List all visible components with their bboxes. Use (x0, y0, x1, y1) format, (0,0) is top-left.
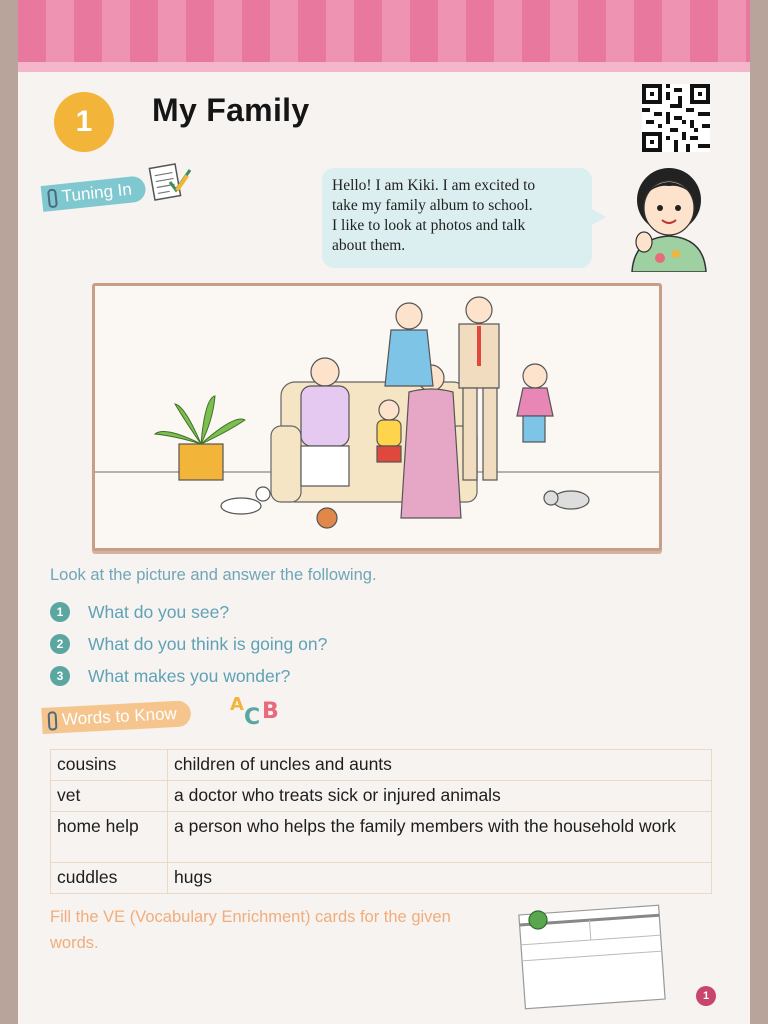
svg-text:A: A (230, 694, 244, 715)
vocabulary-table (50, 749, 712, 894)
question-text: What makes you wonder? (88, 665, 291, 686)
question-text: What do you see? (88, 601, 230, 622)
page-number: 1 (696, 986, 716, 1006)
speech-line: I like to look at photos and talk (332, 217, 526, 234)
question-number-badge: 1 (50, 602, 70, 622)
speech-line: about them. (332, 237, 406, 254)
question-number-badge: 2 (50, 634, 70, 654)
svg-text:C: C (244, 705, 261, 730)
words-to-know-label: Words to Know (61, 703, 178, 729)
kiki-speech-bubble (322, 168, 592, 268)
questions-instruction: Look at the picture and answer the following. (50, 566, 377, 584)
paperclip-icon (48, 711, 58, 730)
chapter-title: My Family (152, 92, 310, 128)
vocab-meaning: a person who helps the family members with the household work (168, 812, 712, 863)
textbook-page (18, 0, 750, 1024)
family-picture (92, 283, 662, 551)
table-row (51, 863, 712, 894)
question-item (50, 596, 327, 628)
ve-card-instruction: Fill the VE (Vocabulary Enrichment) cards for the given words. (50, 908, 451, 952)
vocab-term: cousins (51, 750, 168, 781)
tuning-in-label: Tuning In (60, 179, 133, 206)
vocab-meaning: a doctor who treats sick or injured animals (168, 781, 712, 812)
header-band (18, 0, 750, 72)
speech-line: take my family album to school. (332, 197, 533, 214)
question-item (50, 628, 327, 660)
question-text: What do you think is going on? (88, 633, 328, 654)
abc-blocks-icon (224, 688, 286, 732)
vocab-meaning: hugs (168, 863, 712, 894)
tuning-in-tag (41, 175, 147, 212)
question-number-badge: 3 (50, 666, 70, 686)
family-scene-illustration (95, 286, 659, 548)
svg-text:B: B (262, 699, 279, 724)
ve-card-illustration (508, 900, 674, 1010)
table-row (51, 750, 712, 781)
vocab-term: cuddles (51, 863, 168, 894)
vocab-term: home help (51, 812, 168, 863)
worksheet-icon (146, 160, 194, 204)
vocab-term: vet (51, 781, 168, 812)
table-row (51, 781, 712, 812)
speech-line: Hello! I am Kiki. I am excited to (332, 177, 536, 194)
question-list (50, 596, 327, 692)
table-row (51, 812, 712, 863)
vocab-meaning: children of uncles and aunts (168, 750, 712, 781)
paperclip-icon (47, 188, 58, 208)
kiki-character-illustration (624, 154, 714, 272)
words-to-know-tag (41, 700, 191, 734)
chapter-number-badge: 1 (54, 92, 114, 152)
qr-code-icon[interactable] (642, 84, 710, 152)
